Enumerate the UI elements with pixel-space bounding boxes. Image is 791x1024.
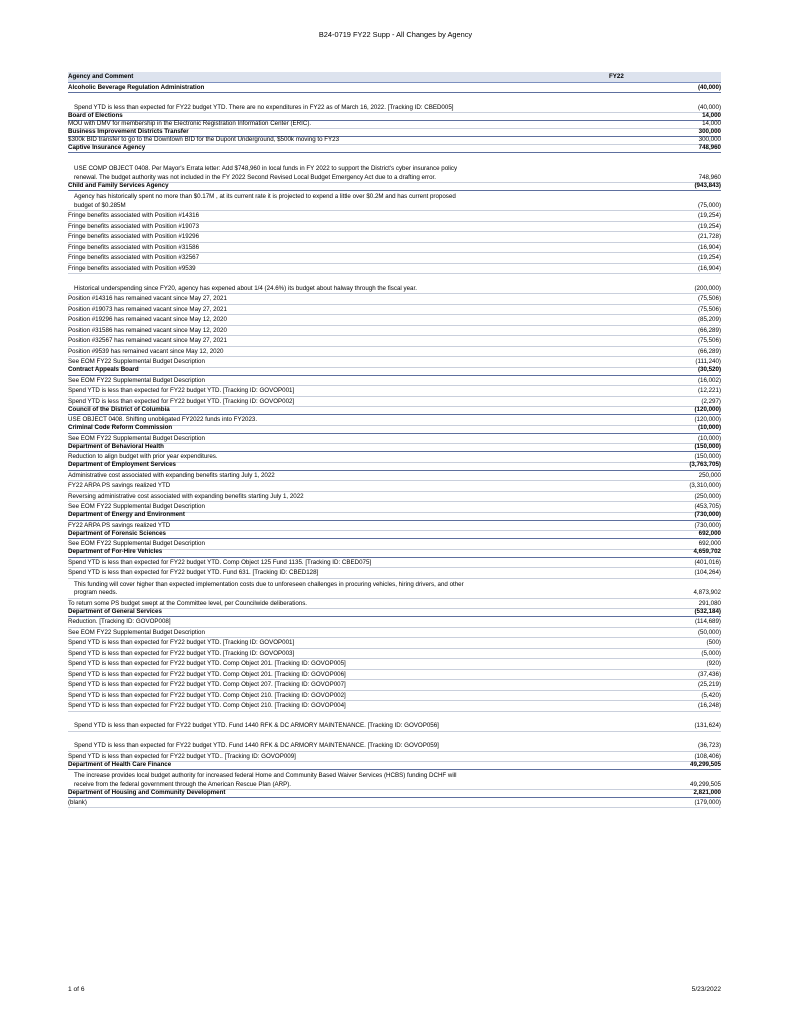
comment-text: Position #9539 has remained vacant since May 12, 2020 <box>68 347 224 355</box>
fy22-amount: (150,000) <box>694 453 721 460</box>
comment-text: Administrative cost associated with expanding benefits starting July 1, 2022 <box>68 471 275 479</box>
comment-text: FY22 ARPA PS savings realized YTD <box>68 521 171 529</box>
comment-row <box>68 568 721 579</box>
comment-text: Position #14316 has remained vacant since May 27, 2021 <box>68 295 227 302</box>
fy22-amount: (85,209) <box>697 316 721 323</box>
agency-row <box>68 444 721 452</box>
comment-row <box>68 680 721 691</box>
comment-row <box>68 649 721 660</box>
fy22-amount: (730,000) <box>694 511 721 518</box>
fy22-amount: (120,000) <box>694 416 721 423</box>
agency-row <box>68 609 721 617</box>
comment-row <box>68 336 721 347</box>
agency-name: Council of the District of Columbia <box>68 405 170 413</box>
agency-row <box>68 550 721 558</box>
agency-row <box>68 531 721 539</box>
fy22-amount: (114,689) <box>694 618 721 625</box>
comment-text: Spend YTD is less than expected for FY22 budget YTD. [Tracking ID: GOVOP003] <box>68 649 295 657</box>
fy22-amount: (30,520) <box>697 366 721 373</box>
fy22-amount: 692,000 <box>698 529 721 537</box>
fy22-amount: (500) <box>706 639 721 646</box>
fy22-amount: (3,763,705) <box>689 461 721 468</box>
comment-text: Spend YTD is less than expected for FY22 budget YTD. Comp Object 210. [Tracking ID: GOVOP002] <box>68 691 346 699</box>
fy22-amount: 14,000 <box>702 119 721 127</box>
comment-text: Fringe benefits associated with Position #19296 <box>68 233 200 240</box>
header-fy22: FY22 <box>609 73 624 80</box>
comment-text: Spend YTD is less than expected for FY22 budget YTD. Comp Object 210. [Tracking ID: GOVOP004] <box>68 702 346 709</box>
fy22-amount: (10,000) <box>697 434 721 442</box>
comment-text: See EOM FY22 Supplemental Budget Description <box>68 434 205 442</box>
comment-text: USE COMP OBJECT 0408. Per Mayor's Errata letter: Add $748,960 in local funds in FY 2022 to support the District's cyber insurance policy renewal. The budget authority was not included in the FY 2022 Second Revised Local Budget Emergency Act due to a drafting error. <box>74 165 458 181</box>
fy22-amount: 300,000 <box>698 127 721 135</box>
changes-table <box>68 72 721 808</box>
fy22-amount: (3,310,000) <box>689 482 721 489</box>
agency-row <box>68 183 721 191</box>
fy22-amount: (37,436) <box>697 670 721 678</box>
fy22-amount: (50,000) <box>697 628 721 636</box>
fy22-amount: (40,000) <box>697 83 721 91</box>
comment-text: See EOM FY22 Supplemental Budget Description <box>68 540 205 547</box>
comment-row <box>68 471 721 482</box>
fy22-amount: 748,960 <box>698 143 721 151</box>
fy22-amount: 300,000 <box>698 135 721 143</box>
comment-row <box>68 617 721 628</box>
agency-row <box>68 790 721 798</box>
comment-row <box>68 638 721 649</box>
agency-name: Department of Employment Services <box>68 461 176 468</box>
comment-text: Spend YTD is less than expected for FY22 budget YTD.. [Tracking ID: GOVOP009] <box>68 752 296 760</box>
agency-row <box>68 762 721 770</box>
fy22-amount: (75,506) <box>697 337 721 344</box>
comment-row <box>68 492 721 503</box>
fy22-amount: (150,000) <box>694 442 721 450</box>
fy22-amount: (66,289) <box>697 347 721 355</box>
comment-row <box>68 222 721 233</box>
comment-text: Fringe benefits associated with Position #19073 <box>68 222 200 230</box>
document-title: B24-0719 FY22 Supp - All Changes by Agency <box>318 30 473 39</box>
comment-row <box>68 315 721 326</box>
comment-text: Spend YTD is less than expected for FY22 budget YTD. Comp Object 201. [Tracking ID: GOVOP005] <box>68 660 346 667</box>
agency-name: Department of General Services <box>68 607 162 615</box>
comment-text: Fringe benefits associated with Position #14316 <box>68 212 200 219</box>
comment-row <box>68 481 721 492</box>
comment-text: The increase provides local budget authority for increased federal Home and Community Based Waiver Services (HCBS) funding DCHF will receive from the federal government through the American Rescue Plan (ARP). <box>74 772 457 788</box>
agency-name: Board of Elections <box>68 111 123 119</box>
agency-row <box>68 513 721 521</box>
comment-row <box>68 628 721 639</box>
fy22-amount: 250,000 <box>698 471 721 479</box>
agency-row <box>68 368 721 376</box>
comment-row <box>68 232 721 243</box>
comment-text: Spend YTD is less than expected for FY22 budget YTD. [Tracking ID: GOVOP001] <box>68 387 295 394</box>
agency-row <box>68 407 721 415</box>
comment-text: Spend YTD is less than expected for FY22 budget YTD. Fund 631. [Tracking ID: CBED128] <box>68 569 319 576</box>
fy22-amount: (75,506) <box>697 295 721 302</box>
agency-name: Department of Energy and Environment <box>68 511 185 518</box>
comment-row <box>68 93 721 113</box>
fy22-amount: 4,659,702 <box>693 548 721 555</box>
agency-name: Alcoholic Beverage Regulation Administration <box>68 83 205 91</box>
comment-row <box>68 153 721 183</box>
fy22-amount: 14,000 <box>702 111 721 119</box>
agency-row <box>68 145 721 153</box>
fy22-amount: (453,705) <box>694 503 721 510</box>
comment-text: Agency has historically spent no more than $0.17M , at its current rate it is projected to expend a little over $0.2M and has current proposed budget of $0.285M <box>74 193 456 209</box>
agency-name: Business Improvement Districts Transfer <box>68 127 189 135</box>
comment-text: Fringe benefits associated with Position #32567 <box>68 254 200 261</box>
table-body <box>68 83 721 808</box>
comment-row <box>68 264 721 275</box>
comment-row <box>68 386 721 397</box>
fy22-amount: (401,016) <box>694 558 721 566</box>
comment-text: Spend YTD is less than expected for FY22 budget YTD. [Tracking ID: GOVOP001] <box>68 639 295 646</box>
fy22-amount: (75,506) <box>697 305 721 313</box>
comment-row <box>68 253 721 264</box>
fy22-amount: (12,221) <box>697 387 721 394</box>
comment-text: Position #19296 has remained vacant since May 12, 2020 <box>68 316 227 323</box>
comment-row <box>68 558 721 569</box>
agency-name: Department of Behavioral Health <box>68 442 164 450</box>
agency-row <box>68 426 721 434</box>
comment-row <box>68 305 721 316</box>
fy22-amount: (16,002) <box>697 376 721 384</box>
comment-row <box>68 701 721 712</box>
fy22-amount: (108,406) <box>694 752 721 760</box>
comment-text: See EOM FY22 Supplemental Budget Description <box>68 503 205 510</box>
page-number: 1 of 6 <box>68 986 85 993</box>
fy22-amount: (179,000) <box>694 798 721 806</box>
comment-text: To return some PS budget swept at the Committee level, per Councilwide deliberations. <box>68 599 308 607</box>
comment-text: MOU with DMV for membership in the Electronic Registration Information Center (ERIC). <box>68 119 312 127</box>
fy22-amount: (66,289) <box>697 326 721 334</box>
comment-row <box>68 670 721 681</box>
fy22-amount: (19,254) <box>697 212 721 219</box>
fy22-amount: (5,420) <box>701 691 721 699</box>
agency-name: Department of For-Hire Vehicles <box>68 548 163 555</box>
comment-text: (blank) <box>68 798 87 806</box>
agency-name: Department of Health Care Finance <box>68 760 172 768</box>
comment-text: See EOM FY22 Supplemental Budget Description <box>68 628 205 636</box>
fy22-amount: (21,728) <box>697 233 721 240</box>
agency-name: Department of Housing and Community Development <box>68 788 226 796</box>
fy22-amount: 4,873,902 <box>693 589 721 596</box>
comment-text: Spend YTD is less than expected for FY22 budget YTD. Fund 1440 RFK & DC ARMORY MAINTENANCE. [Tracking ID: GOVOP059] <box>74 742 439 749</box>
comment-text: Position #19073 has remained vacant since May 27, 2021 <box>68 305 227 313</box>
fy22-amount: (111,240) <box>695 358 721 365</box>
comment-text: USE OBJECT 0408. Shifting unobligated FY2022 funds into FY2023. <box>68 416 258 423</box>
comment-text: FY22 ARPA PS savings realized YTD <box>68 482 171 489</box>
comment-text: Spend YTD is less than expected for FY22 budget YTD. Comp Object 207. [Tracking ID: GOVOP007] <box>68 681 346 688</box>
comment-row <box>68 326 721 337</box>
agency-name: Department of Forensic Sciences <box>68 529 166 537</box>
fy22-amount: (532,184) <box>694 607 721 615</box>
comment-text: Spend YTD is less than expected for FY22 budget YTD. Comp Object 125 Fund 1135. [Tracking ID: CBED075] <box>68 558 372 566</box>
fy22-amount: (131,624) <box>694 722 721 729</box>
comment-text: Spend YTD is less than expected for FY22 budget YTD. There are no expenditures in FY22 as of March 16, 2022. [Tracking ID: CBED005] <box>74 103 454 111</box>
agency-name: Contract Appeals Board <box>68 366 139 373</box>
comment-row <box>68 191 721 211</box>
fy22-amount: 692,000 <box>698 540 721 547</box>
comment-row <box>68 712 721 732</box>
fy22-amount: (120,000) <box>694 405 721 413</box>
comment-text: Fringe benefits associated with Position #9539 <box>68 264 196 272</box>
agency-row <box>68 83 721 93</box>
comment-row <box>68 659 721 670</box>
agency-name: Criminal Code Reform Commission <box>68 424 173 431</box>
fy22-amount: 748,960 <box>698 173 721 181</box>
comment-text: Reversing administrative cost associated with expanding benefits starting July 1, 2022 <box>68 492 304 500</box>
comment-text: This funding will cover higher than expected implementation costs due to unforeseen challenges in procuring vehicles, hiring drivers, and other program needs. <box>74 580 464 596</box>
fy22-amount: (920) <box>706 660 721 667</box>
fy22-amount: (19,254) <box>697 254 721 261</box>
agency-name: Child and Family Services Agency <box>68 181 169 189</box>
fy22-amount: (36,723) <box>697 742 721 749</box>
comment-text: Position #31586 has remained vacant since May 12, 2020 <box>68 326 227 334</box>
comment-text: See EOM FY22 Supplemental Budget Description <box>68 376 205 384</box>
comment-row <box>68 691 721 702</box>
comment-text: See EOM FY22 Supplemental Budget Description <box>68 358 205 365</box>
fy22-amount: (75,000) <box>697 201 721 209</box>
fy22-amount: (250,000) <box>694 492 721 500</box>
comment-row <box>68 347 721 358</box>
fy22-amount: (16,904) <box>697 264 721 272</box>
table-header <box>68 72 721 83</box>
fy22-amount: (16,904) <box>697 243 721 251</box>
comment-text: $300k BID transfer to go to the Downtown BID for the Dupont Underground, $500k moving to FY23 <box>68 135 340 143</box>
comment-row <box>68 798 721 808</box>
comment-text: Position #32567 has remained vacant since May 27, 2021 <box>68 337 227 344</box>
comment-row <box>68 732 721 752</box>
comment-text: Spend YTD is less than expected for FY22 budget YTD. Fund 1440 RFK & DC ARMORY MAINTENANCE. [Tracking ID: GOVOP056] <box>74 722 439 729</box>
fy22-amount: 291,080 <box>698 599 721 607</box>
comment-text: Reduction to align budget with prior year expenditures. <box>68 453 218 460</box>
agency-name: Captive Insurance Agency <box>68 143 146 151</box>
fy22-amount: (19,254) <box>697 222 721 230</box>
comment-text: Spend YTD is less than expected for FY22 budget YTD. [Tracking ID: GOVOP002] <box>68 397 295 405</box>
fy22-amount: (200,000) <box>694 284 721 292</box>
comment-row <box>68 294 721 305</box>
comment-text: Historical underspending since FY20, agency has expened about 1/4 (24.6%) its budget about halway through the fiscal year. <box>74 284 417 292</box>
comment-row <box>68 376 721 387</box>
fy22-amount: (2,297) <box>701 397 721 405</box>
comment-row <box>68 274 721 294</box>
fy22-amount: 2,821,000 <box>693 788 721 796</box>
fy22-amount: (16,248) <box>697 702 721 709</box>
comment-row <box>68 579 721 599</box>
comment-row <box>68 243 721 254</box>
comment-text: Spend YTD is less than expected for FY22 budget YTD. Comp Object 201. [Tracking ID: GOVOP006] <box>68 670 346 678</box>
fy22-amount: (10,000) <box>697 424 721 431</box>
fy22-amount: (25,219) <box>697 681 721 688</box>
agency-row <box>68 463 721 471</box>
fy22-amount: (5,000) <box>701 649 721 657</box>
comment-row <box>68 211 721 222</box>
comment-text: Reduction. [Tracking ID: GOVOP008] <box>68 618 171 625</box>
comment-text: Fringe benefits associated with Position #31586 <box>68 243 200 251</box>
header-agency-comment: Agency and Comment <box>68 73 134 80</box>
fy22-amount: 49,299,505 <box>690 780 721 788</box>
fy22-amount: (104,264) <box>694 569 721 576</box>
page-date: 5/23/2022 <box>691 986 721 993</box>
comment-row <box>68 770 721 790</box>
fy22-amount: 49,299,505 <box>690 760 721 768</box>
fy22-amount: (730,000) <box>694 521 721 529</box>
fy22-amount: (943,843) <box>694 181 721 189</box>
fy22-amount: (40,000) <box>697 103 721 111</box>
